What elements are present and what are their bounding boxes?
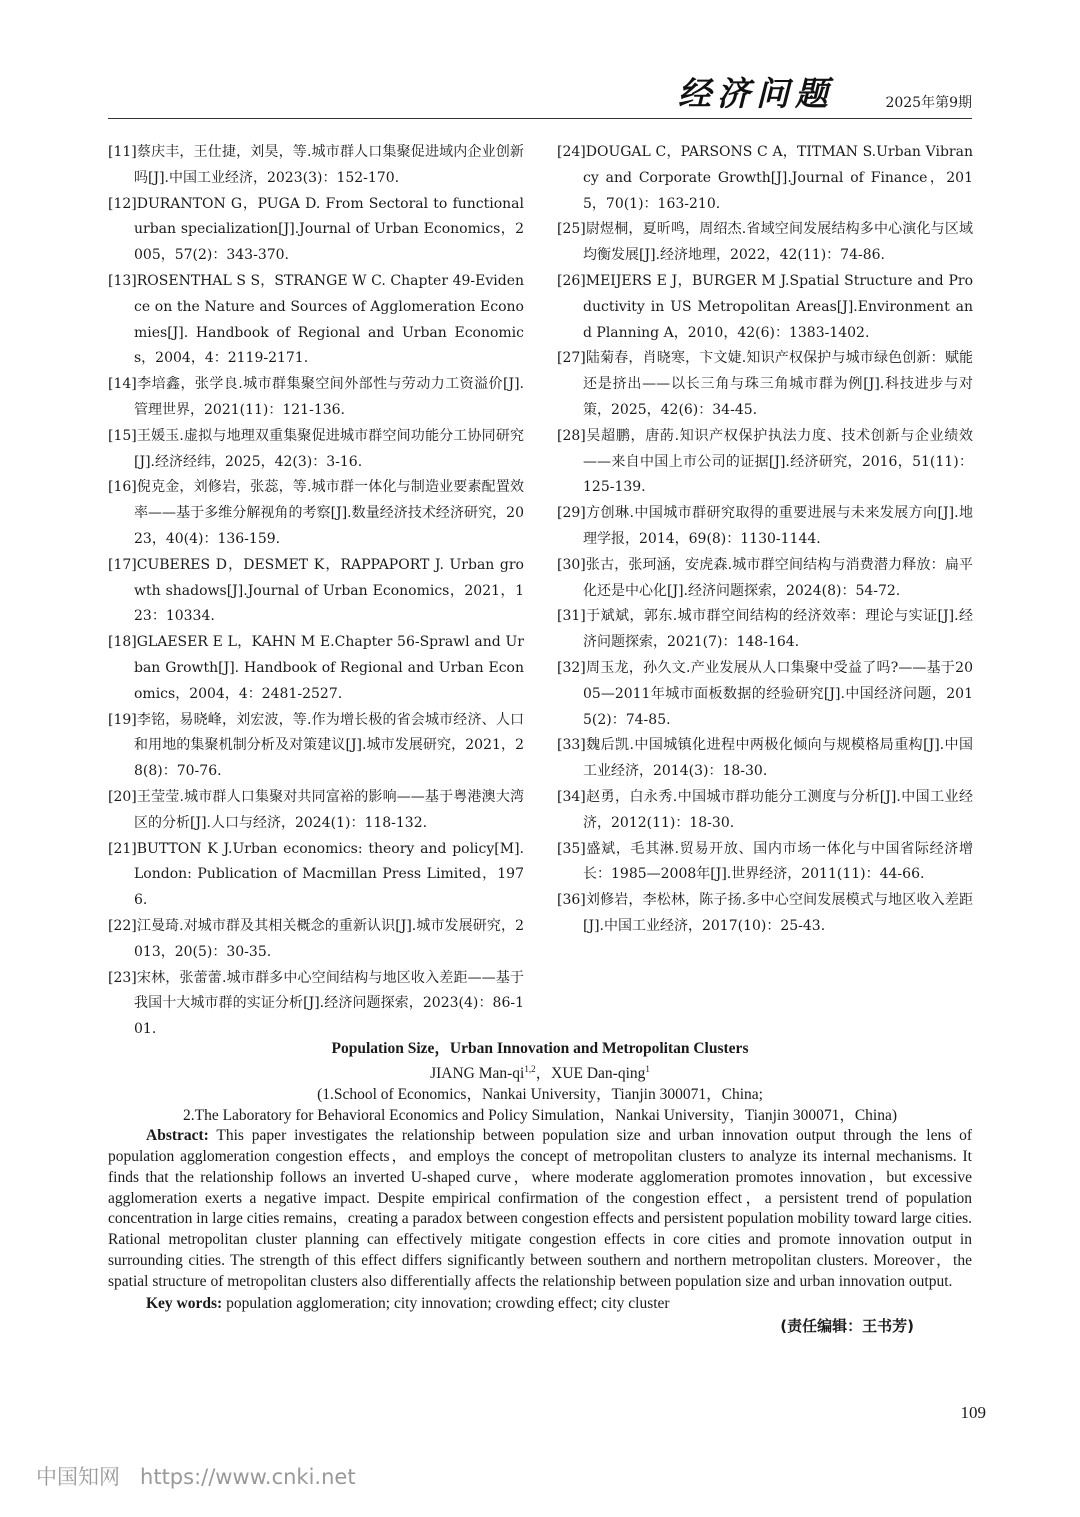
reference-entry: [34]赵勇，白永秀.中国城市群功能分工测度与分析[J].中国工业经济，2012(11)：18-30.	[557, 788, 973, 831]
reference-entry: [16]倪克金，刘修岩，张蕊，等.城市群一体化与制造业要素配置效率——基于多维分解视角的考察[J].数量经济技术经济研究，2023，40(4)：136-159.	[108, 479, 524, 547]
keywords-text: population agglomeration; city innovation; crowding effect; city cluster	[222, 1294, 670, 1312]
reference-entry: [29]方创琳.中国城市群研究取得的重要进展与未来发展方向[J].地理学报，2014，69(8)：1130-1144.	[557, 505, 973, 547]
author-1-affiliation: 1,2	[524, 1064, 536, 1074]
reference-entry: [33]魏后凯.中国城镇化进程中两极化倾向与规模格局重构[J].中国工业经济，2014(3)：18-30.	[557, 737, 973, 780]
reference-entry: [21]BUTTON K J.Urban economics: theory and policy[M].London: Publication of Macmillan Press Limited，1976.	[108, 840, 524, 909]
author-separator: ，	[535, 1065, 552, 1083]
affiliation-1: (1.School of Economics，Nankai University，Tianjin 300071，China;	[317, 1086, 763, 1104]
abstract-label: Abstract:	[146, 1127, 209, 1145]
reference-entry: [32]周玉龙，孙久文.产业发展从人口集聚中受益了吗?——基于2005—2011年城市面板数据的经验研究[J].中国经济问题，2015(2)：74-85.	[557, 659, 973, 728]
reference-entry: [22]江曼琦.对城市群及其相关概念的重新认识[J].城市发展研究，2013，20(5)：30-35.	[108, 917, 524, 960]
references-right-column	[557, 140, 973, 940]
responsible-editor: (责任编辑：王书芳)	[780, 1316, 914, 1335]
reference-entry: [13]ROSENTHAL S S，STRANGE W C. Chapter 49-Evidence on the Nature and Sources of Agglomeration Economies[J]. Handbook of Regional and Urban Economics，2004，4：2119-2171.	[108, 272, 524, 367]
cnki-watermark: 中国知网 https://www.cnki.net	[36, 1465, 356, 1489]
page-number: 109	[960, 1403, 986, 1422]
reference-entry: [18]GLAESER E L，KAHN M E.Chapter 56-Sprawl and Urban Growth[J]. Handbook of Regional and Urban Economics，2004，4：2481-2527.	[108, 634, 524, 702]
reference-entry: [24]DOUGAL C，PARSONS C A，TITMAN S.Urban Vibrancy and Corporate Growth[J].Journal of Finance，2015，70(1)：163-210.	[557, 144, 973, 212]
reference-entry: [19]李铭，易晓峰，刘宏波，等.作为增长极的省会城市经济、人口和用地的集聚机制分析及对策建议[J].城市发展研究，2021，28(8)：70-76.	[108, 711, 524, 780]
reference-entry: [28]吴超鹏，唐菂.知识产权保护执法力度、技术创新与企业绩效——来自中国上市公司的证据[J].经济研究，2016，51(11)：125-139.	[557, 427, 973, 496]
english-title: Population Size，Urban Innovation and Metropolitan Clusters	[331, 1040, 749, 1057]
reference-entry: [31]于斌斌，郭东.城市群空间结构的经济效率：理论与实证[J].经济问题探索，2021(7)：148-164.	[557, 608, 973, 651]
reference-entry: [20]王莹莹.城市群人口集聚对共同富裕的影响——基于粤港澳大湾区的分析[J].人口与经济，2024(1)：118-132.	[108, 788, 524, 831]
reference-entry: [17]CUBERES D，DESMET K，RAPPAPORT J. Urban growth shadows[J].Journal of Urban Economics，2021，123：10334.	[108, 556, 524, 625]
keywords	[108, 1293, 972, 1314]
author-2: XUE Dan-qing	[551, 1065, 646, 1083]
author-2-affiliation: 1	[645, 1064, 650, 1074]
keywords-label: Key words:	[146, 1294, 223, 1312]
reference-entry: [23]宋林，张蕾蕾.城市群多中心空间结构与地区收入差距——基于我国十大城市群的实证分析[J].经济问题探索，2023(4)：86-101.	[108, 969, 524, 1038]
reference-entry: [36]刘修岩，李松林，陈子扬.多中心空间发展模式与地区收入差距[J].中国工业经济，2017(10)：25-43.	[557, 892, 973, 934]
author-1: JIANG Man-qi	[430, 1065, 525, 1083]
references-left-column	[108, 140, 524, 1043]
reference-entry: [11]蔡庆丰，王仕捷，刘昊，等.城市群人口集聚促进域内企业创新吗[J].中国工业经济，2023(3)：152-170.	[108, 144, 524, 186]
abstract-text: This paper investigates the relationship between population size and urban innovation output through the lens of population agglomeration congestion effects，and employs the concept of metropolitan clusters to analyze its internal mechanisms. It finds that the relationship follows an inverted U-shaped curve，where moderate agglomeration promotes innovation，but excessive agglomeration exerts a negative impact. Despite empirical confirmation of the congestion effect，a persistent trend of population concentration in large cities remains，creating a paradox between congestion effects and persistent population mobility toward large cities. Rational metropolitan cluster planning can effectively mitigate congestion effects in core cities and promote innovation output in surrounding cities. The strength of this effect differs significantly between southern and northern metropolitan clusters. Moreover，the spatial structure of metropolitan clusters also differentially affects the relationship between population size and urban innovation output.	[108, 1127, 972, 1290]
reference-entry: [26]MEIJERS E J，BURGER M J.Spatial Structure and Productivity in US Metropolitan Areas[J].Environment and Planning A，2010，42(6)：1383-1402.	[557, 272, 973, 341]
abstract	[108, 1126, 972, 1292]
reference-entry: [12]DURANTON G，PUGA D. From Sectoral to functional urban specialization[J].Journal of Urban Economics，2005，57(2)：343-370.	[108, 195, 524, 264]
reference-entry: [30]张古，张珂涵，安虎森.城市群空间结构与消费潜力释放：扁平化还是中心化[J].经济问题探索，2024(8)：54-72.	[557, 556, 973, 599]
reference-entry: [15]王媛玉.虚拟与地理双重集聚促进城市群空间功能分工协同研究[J].经济经纬，2025，42(3)：3-16.	[108, 427, 524, 470]
reference-entry: [35]盛斌，毛其淋.贸易开放、国内市场一体化与中国省际经济增长：1985—2008年[J].世界经济，2011(11)：44-66.	[557, 840, 973, 883]
reference-entry: [14]李培鑫，张学良.城市群集聚空间外部性与劳动力工资溢价[J].管理世界，2021(11)：121-136.	[108, 376, 524, 418]
reference-entry: [25]尉煜桐，夏昕鸣，周绍杰.省域空间发展结构多中心演化与区域均衡发展[J].经济地理，2022，42(11)：74-86.	[557, 221, 973, 264]
authors	[108, 1059, 972, 1084]
journal-name: 经济问题	[678, 74, 834, 113]
affiliation-2: 2.The Laboratory for Behavioral Economics and Policy Simulation，Nankai University，Tianjin 300071，China)	[182, 1107, 898, 1125]
issue-label: 2025年第9期	[885, 95, 972, 111]
journal-header	[108, 74, 972, 119]
english-abstract-block	[108, 1038, 972, 1338]
reference-entry: [27]陆菊春，肖晓寒，卞文婕.知识产权保护与城市绿色创新：赋能还是挤出——以长三角与珠三角城市群为例[J].科技进步与对策，2025，42(6)：34-45.	[557, 350, 973, 418]
